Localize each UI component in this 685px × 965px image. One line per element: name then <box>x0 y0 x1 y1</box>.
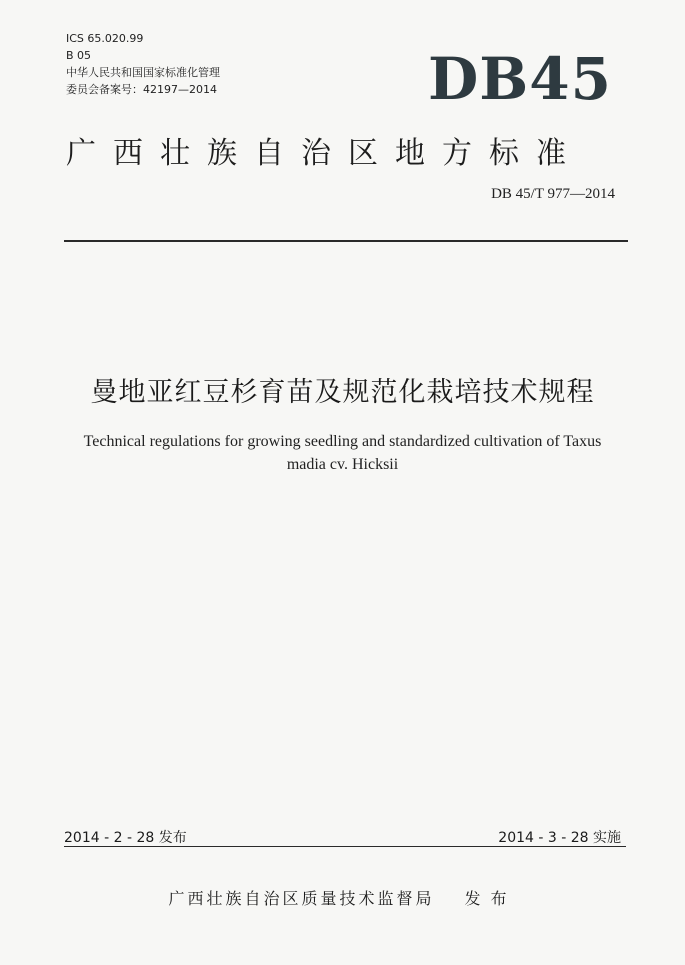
issuer-line <box>0 886 685 909</box>
chinese-title: 曼地亚红豆杉育苗及规范化栽培技术规程 <box>90 377 595 408</box>
ccs-code: B 05 <box>66 49 92 62</box>
english-title <box>60 430 625 476</box>
footer-divider <box>64 846 626 847</box>
issuer-name: 广西壮族自治区质量技术监督局 <box>168 889 435 908</box>
english-title-line-2: madia cv. Hicksii <box>286 456 399 473</box>
document-number: DB 45/T 977—2014 <box>491 186 615 202</box>
registry-number: 委员会备案号：42197—2014 <box>66 83 217 96</box>
authority-title: 广西壮族自治区地方标准 <box>66 136 583 171</box>
issue-date: 2014 - 2 - 28 发布 <box>64 830 187 846</box>
db45-logo: DB45 <box>427 45 612 113</box>
header-divider <box>64 240 628 242</box>
implementation-date: 2014 - 3 - 28 实施 <box>498 830 621 846</box>
classification-block <box>66 30 220 98</box>
issuer-verb: 发布 <box>464 889 517 908</box>
ics-code: ICS 65.020.99 <box>66 32 144 45</box>
english-title-line-1: Technical regulations for growing seedling and standardized cultivation of Taxus <box>83 433 602 450</box>
registry-org: 中华人民共和国国家标准化管理 <box>66 66 220 79</box>
